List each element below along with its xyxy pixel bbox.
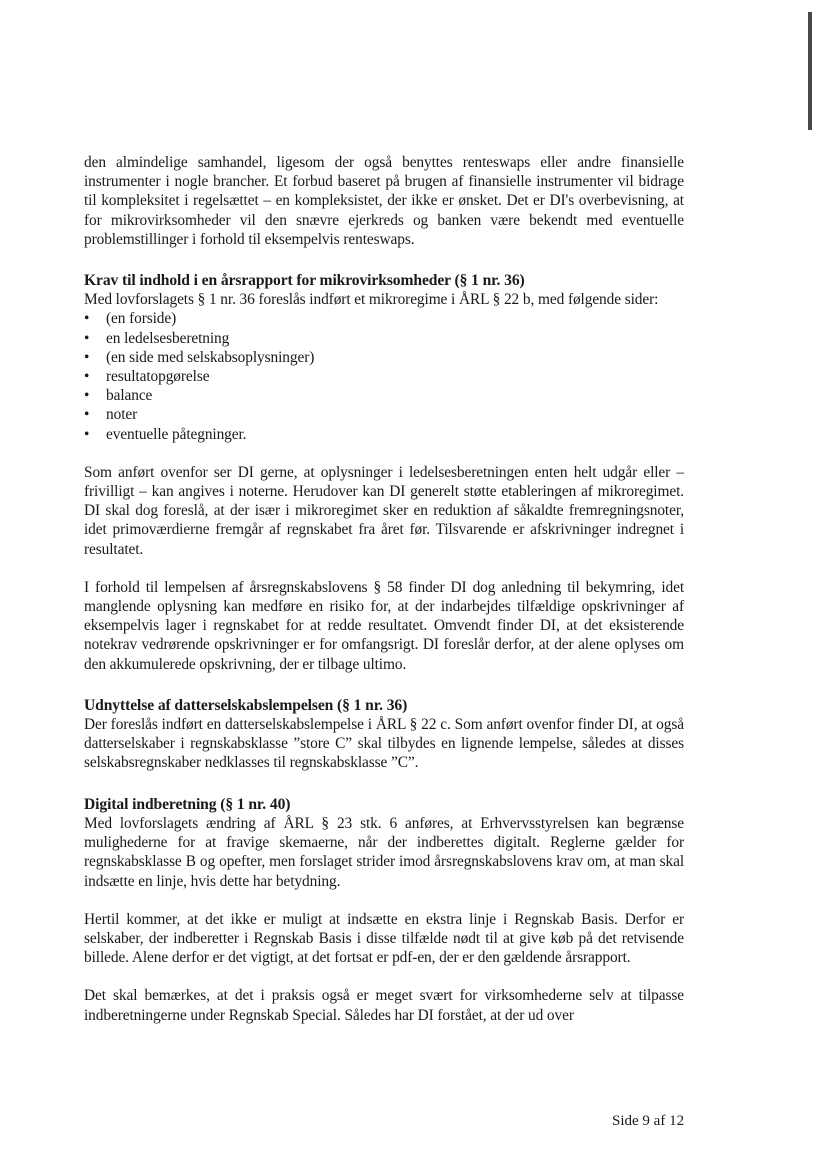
paragraph: Hertil kommer, at det ikke er muligt at indsætte en ekstra linje i Regnskab Basis. Derfor er selskaber, der indberetter i Regnskab Basis i disse tilfælde nødt til at give køb på det retvisende billede. Alene derfor er det vigtigt, at det fortsat er pdf-en, der er den gældende årsrapport. bbox=[84, 910, 684, 967]
bullet-list bbox=[84, 309, 684, 443]
section-heading-micro-requirements: Krav til indhold i en årsrapport for mikrovirksomheder (§ 1 nr. 36) bbox=[84, 272, 525, 290]
list-item: • (en side med selskabsoplysninger) bbox=[84, 348, 684, 367]
list-item: • en ledelsesberetning bbox=[84, 329, 684, 348]
list-item: • eventuelle påtegninger. bbox=[84, 425, 684, 444]
list-item: • resultatopgørelse bbox=[84, 367, 684, 386]
paragraph: Med lovforslagets ændring af ÅRL § 23 stk. 6 anføres, at Erhvervsstyrelsen kan begrænse mulighederne for at fravige skemaerne, når der indberettes digitalt. Reglerne gælder for regnskabsklasse B og opefter, men forslaget strider imod årsregnskabslovens krav om, at man skal indsætte en linje, hvis dette har betydning. bbox=[84, 814, 684, 890]
intro-paragraph: den almindelige samhandel, ligesom der også benyttes renteswaps eller andre finansielle instrumenter i nogle brancher. Et forbud baseret på brugen af finansielle instrumenter vil bidrage til kompleksitet i regelsættet – en kompleksistet, der ikke er ønsket. Det er DI's overbevisning, at for mikrovirksomheder vil den snævre ejerkreds og banken være bekendt med eventuelle problemstillinger i forhold til eksempelvis renteswaps. bbox=[84, 154, 684, 248]
paragraph: Der foreslås indført en datterselskabslempelse i ÅRL § 22 c. Som anført ovenfor finder DI, at også datterselskaber i regnskabsklasse ”store C” skal tilbydes en lignende lempelse, således at disses selskabsregnskaber nedklasses til regnskabsklasse ”C”. bbox=[84, 716, 684, 772]
section-heading-digital-reporting: Digital indberetning (§ 1 nr. 40) bbox=[84, 795, 291, 813]
list-item: • noter bbox=[84, 405, 684, 424]
paragraph: I forhold til lempelsen af årsregnskabslovens § 58 finder DI dog anledning til bekymring, idet manglende oplysning kan medføre en risiko for, at der indarbejdes tilfældige opskrivninger af eksempelvis lager i regnskabet for at redde resultatet. Omvendt finder DI, at det eksisterende notekrav vedrørende opskrivninger er for omfangsrigt. DI foreslår derfor, at der alene oplyses om den akkumulerede opskrivning, der er tilbage ultimo. bbox=[84, 578, 684, 673]
paragraph: Det skal bemærkes, at det i praksis også er meget svært for virksomhederne selv at tilpasse indberetningerne under Regnskab Special. Således har DI forstået, at der ud over bbox=[84, 987, 684, 1024]
scan-edge-mark bbox=[808, 12, 812, 130]
paragraph: Som anført ovenfor ser DI gerne, at oplysninger i ledelsesberetningen enten helt udgår eller – frivilligt – kan angives i noterne. Herudover kan DI generelt støtte etableringen af mikroregimet. DI skal dog foreslå, at der især i mikroregimet sker en reduktion af såkaldte fremregningsnoter, idet primoværdierne fremgår af regnskabet fra året før. Tilsvarende er afskrivninger indregnet i resultatet. bbox=[84, 463, 684, 558]
list-item: • (en forside) bbox=[84, 309, 684, 328]
section-lead: Med lovforslagets § 1 nr. 36 foreslås indført et mikroregime i ÅRL § 22 b, med følgende sider: bbox=[84, 291, 659, 309]
page-body bbox=[84, 153, 684, 1025]
page-number: Side 9 af 12 bbox=[612, 1113, 685, 1129]
section-heading-subsidiary-exemption: Udnyttelse af datterselskabslempelsen (§ 1 nr. 36) bbox=[84, 696, 408, 714]
list-item: • balance bbox=[84, 386, 684, 405]
